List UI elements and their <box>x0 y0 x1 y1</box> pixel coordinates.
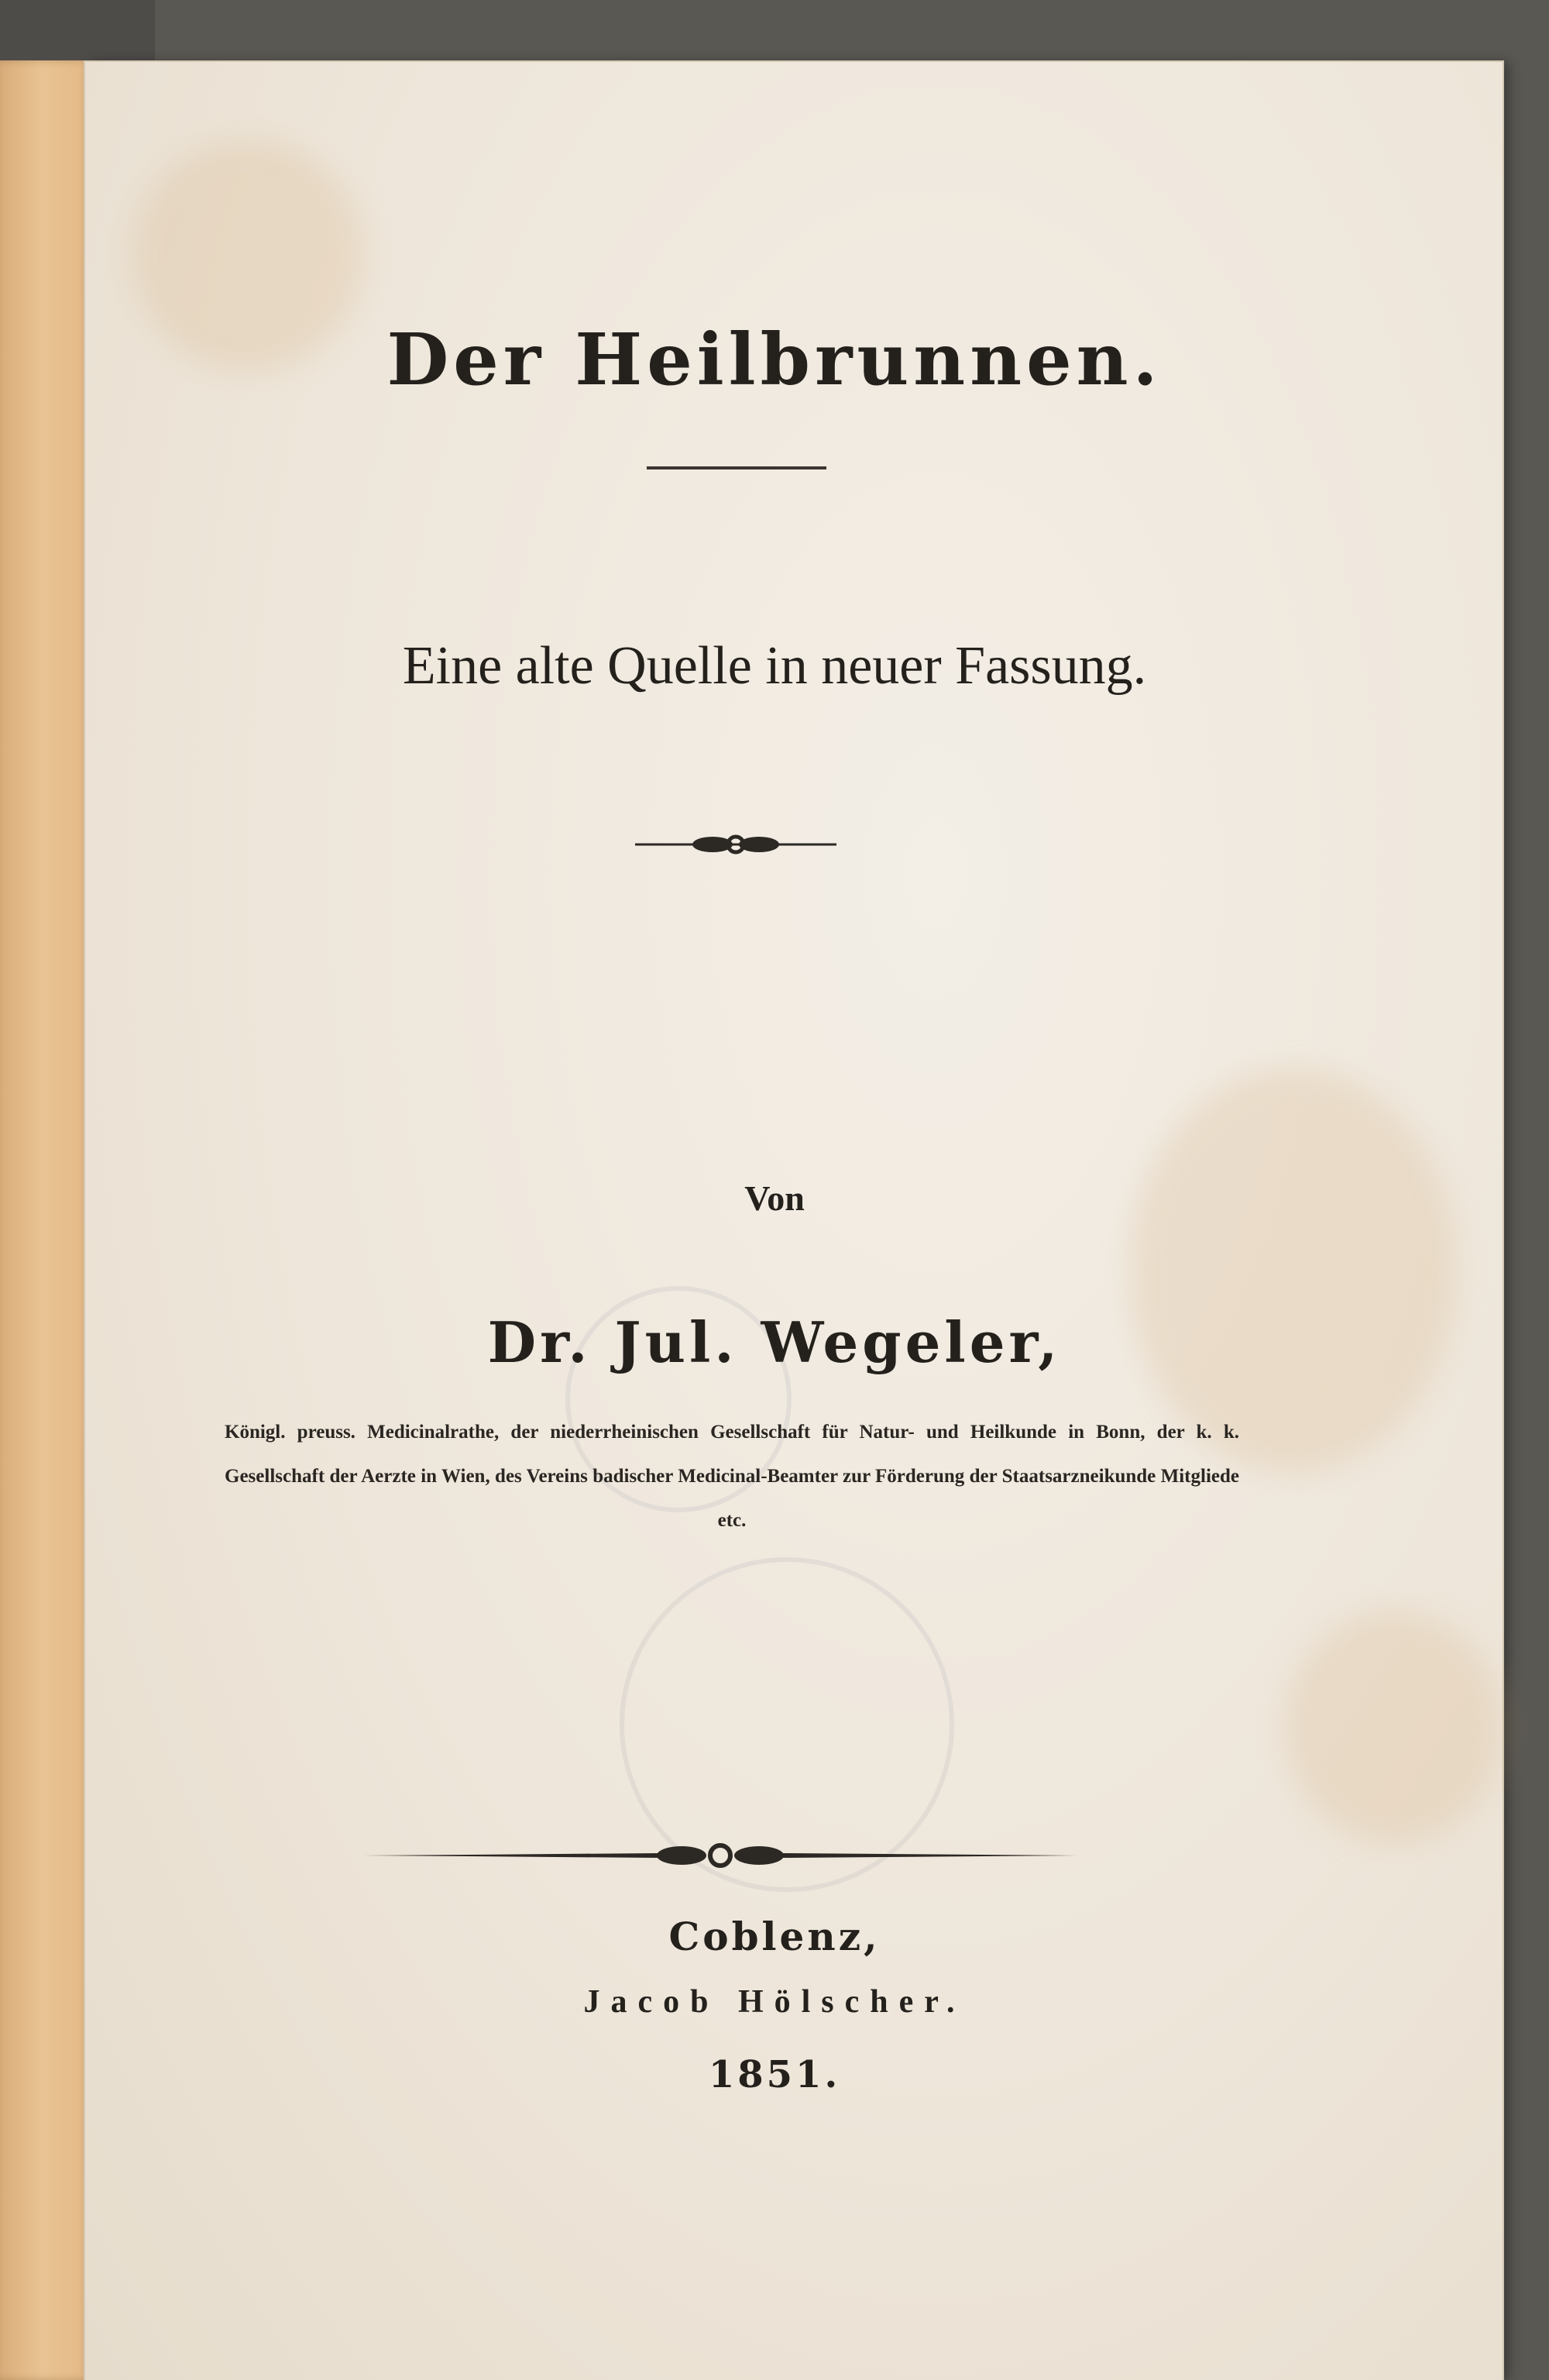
author-name: Dr. Jul. Wegeler, <box>487 1309 1062 1375</box>
title-rule <box>647 466 826 469</box>
ornamental-rule <box>364 1836 1077 1875</box>
author-affiliation: Königl. preuss. Medicinalrathe, der niederrheinischen Gesellschaft für Natur- und Heilkunde in Bonn, der k. k. Gesellschaft der Aerzte in Wien, des Vereins badischer Medicinal-Beamter zur Förderung der Staatsarzneikunde Mitgliede etc. <box>225 1422 1239 1531</box>
book-title: Der Heilbrunnen. <box>386 318 1163 401</box>
endpaper <box>0 60 93 2380</box>
publisher: Jacob Hölscher. <box>583 1984 966 2020</box>
publication-year: 1851. <box>708 2053 841 2096</box>
by-line: Von <box>744 1178 805 1218</box>
small-ornament-divider <box>635 829 836 860</box>
foxing-stain <box>1286 1611 1503 1844</box>
book-subtitle: Eine alte Quelle in neuer Fassung. <box>402 636 1147 696</box>
title-page <box>85 62 1503 2380</box>
publication-place: Coblenz, <box>668 1914 881 1959</box>
